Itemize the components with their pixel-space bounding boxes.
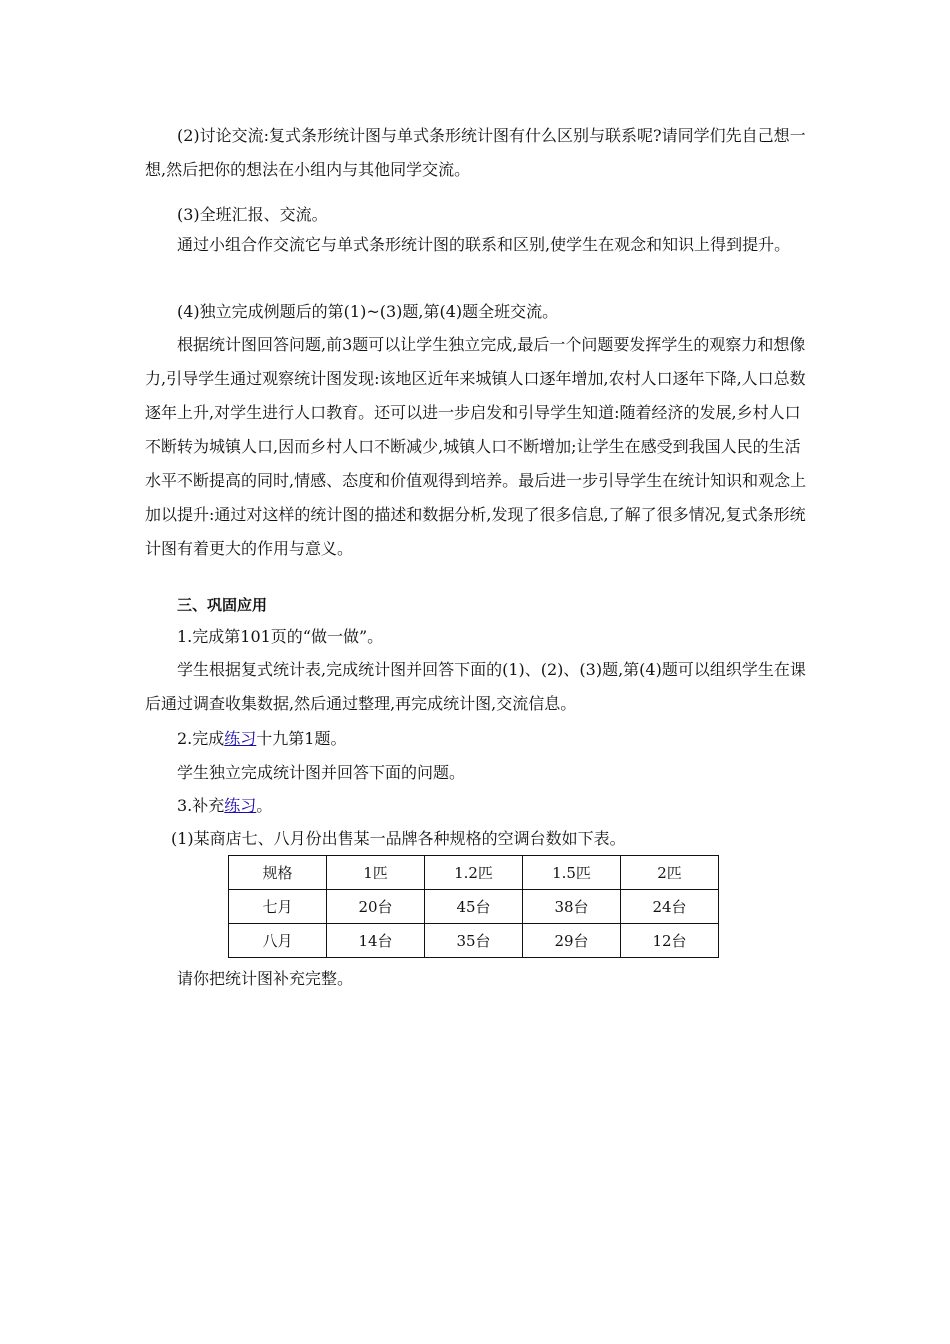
item-2-suffix: 十九第1题。 (256, 729, 347, 748)
table-cell: 14台 (327, 924, 425, 958)
table-cell: 1匹 (327, 856, 425, 890)
section-heading: 三、巩固应用 (177, 596, 268, 614)
exercise-link[interactable]: 练习 (224, 729, 257, 748)
item-1: 1.完成第101页的“做一做”。 (177, 627, 384, 646)
item-1-description: 学生根据复式统计表,完成统计图并回答下面的(1)、(2)、(3)题,第(4)题可以组织学生在课后通过调查收集数据,然后通过整理,再完成统计图,交流信息。 (145, 660, 806, 713)
table-cell: 45台 (425, 890, 523, 924)
item-3-prefix: 3.补充 (177, 796, 225, 815)
paragraph-group-work: 通过小组合作交流它与单式条形统计图的联系和区别,使学生在观念和知识上得到提升。 (177, 235, 791, 254)
table-cell: 35台 (425, 924, 523, 958)
item-3-suffix: 。 (256, 796, 273, 815)
paragraph-discussion: (2)讨论交流:复式条形统计图与单式条形统计图有什么区别与联系呢?请同学们先自己想一想,然后把你的想法在小组内与其他同学交流。 (145, 126, 806, 179)
table-cell: 29台 (523, 924, 621, 958)
item-3-subquestion: (1)某商店七、八月份出售某一品牌各种规格的空调台数如下表。 (171, 829, 626, 848)
item-2-prefix: 2.完成 (177, 729, 225, 748)
table-cell: 24台 (621, 890, 719, 924)
table-cell: 1.5匹 (523, 856, 621, 890)
exercise-link[interactable]: 练习 (224, 796, 257, 815)
closing-instruction: 请你把统计图补充完整。 (177, 969, 354, 988)
table-cell: 20台 (327, 890, 425, 924)
table-cell: 规格 (229, 856, 327, 890)
item-3 (145, 789, 810, 823)
table-cell: 八月 (229, 924, 327, 958)
table-row (229, 890, 719, 924)
aircon-sales-table (228, 855, 719, 958)
table-cell: 2匹 (621, 856, 719, 890)
table-header-row (229, 856, 719, 890)
paragraph-analysis: 根据统计图回答问题,前3题可以让学生独立完成,最后一个问题要发挥学生的观察力和想像力,引导学生通过观察统计图发现:该地区近年来城镇人口逐年增加,农村人口逐年下降,人口总数逐年上升,对学生进行人口教育。还可以进一步启发和引导学生知道:随着经济的发展,乡村人口不断转为城镇人口,因而乡村人口不断减少,城镇人口不断增加;让学生在感受到我国人民的生活水平不断提高的同时,情感、态度和价值观得到培养。最后进一步引导学生在统计知识和观念上加以提升:通过对这样的统计图的描述和数据分析,发现了很多信息,了解了很多情况,复式条形统计图有着更大的作用与意义。 (145, 335, 807, 558)
table-cell: 1.2匹 (425, 856, 523, 890)
table-cell: 38台 (523, 890, 621, 924)
item-2 (145, 722, 810, 756)
item-2-description: 学生独立完成统计图并回答下面的问题。 (177, 763, 466, 782)
table-row (229, 924, 719, 958)
table-cell: 七月 (229, 890, 327, 924)
paragraph-exercise: (4)独立完成例题后的第(1)~(3)题,第(4)题全班交流。 (177, 302, 559, 321)
table-cell: 12台 (621, 924, 719, 958)
paragraph-report: (3)全班汇报、交流。 (177, 205, 328, 224)
